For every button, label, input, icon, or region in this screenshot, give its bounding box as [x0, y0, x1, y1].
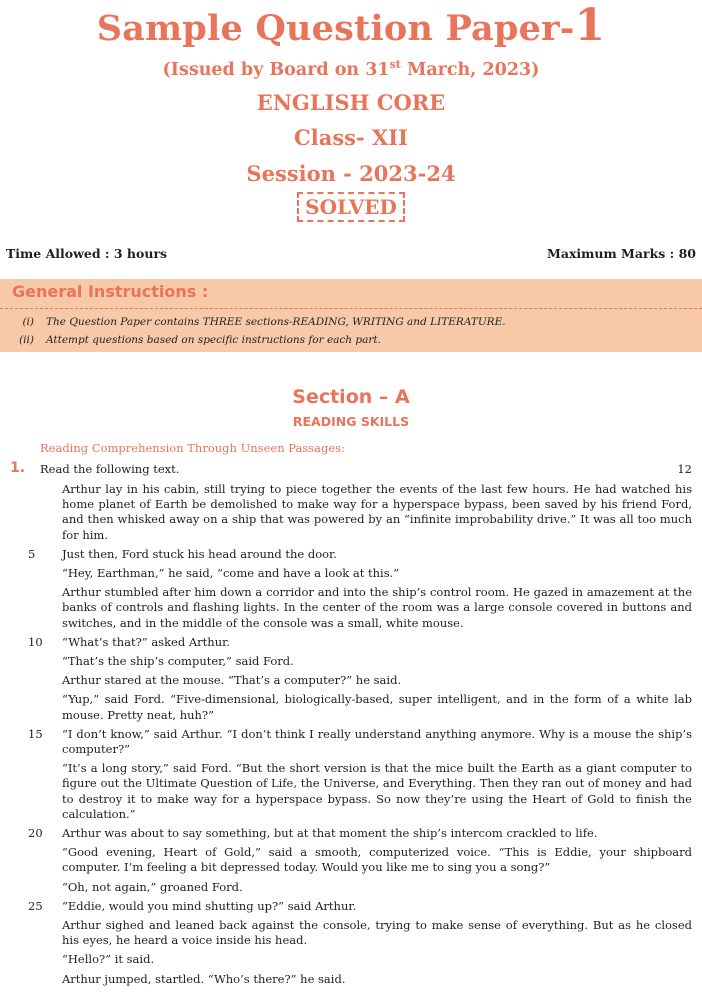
paragraph-text: “Oh, not again,” groaned Ford.: [62, 879, 243, 894]
instructions-divider: [0, 308, 702, 309]
paragraph-text: Arthur stumbled after him down a corridor and into the ship’s control room. He gazed in amazement at the banks of controls and flashing lights. In the center of the room was a large console covered in buttons and switches, and in the middle of the console was a small, white mouse.: [62, 585, 692, 630]
subject-title: ENGLISH CORE: [256, 89, 446, 115]
passage-paragraph: [28, 546, 692, 562]
session-title: Session - 2023-24: [246, 160, 456, 186]
paper-title-text: Sample Question Paper-: [96, 8, 575, 49]
line-number: 5: [28, 546, 36, 561]
paragraph-text: Arthur was about to say something, but at that moment the ship’s intercom crackled to life.: [62, 826, 598, 841]
issued-suffix: March, 2023): [400, 59, 540, 80]
passage-paragraph: [62, 585, 692, 631]
passage-paragraph: [62, 972, 692, 987]
passage-paragraph: [28, 826, 692, 841]
paragraph-text: “Eddie, would you mind shutting up?” said Arthur.: [62, 898, 357, 913]
paragraph-text: “It’s a long story,” said Ford. “But the short version is that the mice built the Earth as a giant computer to figure out the Ultimate Question of Life, the Universe, and Everything. Then they ran out of money and had to destroy it to make way for a hyperspace bypass. So now they’re using the Heart of Gold to finish the calculation.”: [62, 761, 692, 821]
paper-header: [0, 0, 702, 222]
instruction-text: Attempt questions based on specific instructions for each part.: [46, 334, 381, 346]
general-instructions-box: [0, 279, 702, 352]
question-prompt: Read the following text.: [40, 462, 180, 476]
passage-paragraph: [62, 692, 692, 722]
passage-paragraph: [62, 482, 692, 543]
paragraph-text: “I don’t know,” said Arthur. “I don’t think I really understand anything anymore. Why is a mouse the ship’s computer?”: [62, 726, 692, 757]
paragraph-text: “Good evening, Heart of Gold,” said a smooth, computerized voice. “This is Eddie, your shipboard computer. I’m feeling a bit depressed today. Would you like me to sing you a song?”: [62, 845, 692, 875]
general-instructions-title: General Instructions :: [12, 282, 209, 301]
section-title: Section – A: [292, 386, 410, 408]
section-label: Reading Comprehension Through Unseen Passages:: [40, 441, 345, 455]
class-title: Class- XII: [294, 124, 408, 150]
passage-paragraph: [62, 673, 692, 688]
paper-number: 1: [574, 0, 606, 51]
line-number: 20: [28, 826, 43, 841]
paper-title: [0, 0, 702, 49]
paragraph-text: “Yup,” said Ford. “Five-dimensional, biologically-based, super intelligent, and in the form of a white lab mouse. Pretty neat, huh?”: [62, 692, 692, 722]
paragraph-text: “What’s that?” asked Arthur.: [62, 634, 230, 649]
paragraph-text: Arthur sighed and leaned back against the console, trying to make sense of everything. But as he closed his eyes, he heard a voice inside his head.: [62, 918, 692, 948]
passage: [0, 482, 702, 991]
instruction-roman: (ii): [19, 334, 34, 346]
passage-paragraph: [28, 898, 692, 914]
paragraph-text: Just then, Ford stuck his head around the door.: [62, 546, 337, 561]
instruction-item: [0, 316, 506, 328]
passage-paragraph: [28, 634, 692, 650]
issued-prefix: (Issued by Board on 31: [162, 59, 390, 80]
issued-line: [0, 53, 702, 82]
instruction-item: [0, 334, 381, 346]
time-allowed: Time Allowed : 3 hours: [6, 246, 168, 261]
passage-paragraph: [62, 761, 692, 822]
passage-paragraph: [62, 845, 692, 875]
paragraph-text: Arthur stared at the mouse. “That’s a computer?” he said.: [62, 673, 402, 688]
passage-paragraph: [62, 918, 692, 948]
instruction-text: The Question Paper contains THREE sections-READING, WRITING and LITERATURE.: [46, 316, 506, 328]
passage-paragraph: [62, 952, 692, 967]
question-marks: 12: [677, 462, 692, 476]
line-number: 25: [28, 898, 43, 913]
line-number: 10: [28, 634, 43, 649]
paragraph-text: Arthur lay in his cabin, still trying to piece together the events of the last few hours. He had watched his home planet of Earth be demolished to make way for a hyperspace bypass, been saved by his friend Ford, and then whisked away on a ship that was powered by an “infinite improbability drive.” It was all too much for him.: [62, 482, 692, 542]
maximum-marks: Maximum Marks : 80: [547, 246, 696, 261]
issued-sup: st: [389, 58, 401, 71]
instruction-roman: (i): [22, 316, 34, 328]
line-number: 15: [28, 726, 43, 741]
passage-paragraph: [28, 726, 692, 757]
passage-paragraph: [62, 566, 692, 581]
paragraph-text: “Hello?” it said.: [62, 952, 155, 967]
passage-paragraph: [62, 880, 692, 895]
solved-badge: SOLVED: [297, 192, 405, 222]
passage-paragraph: [62, 654, 692, 669]
paragraph-text: Arthur jumped, startled. “Who’s there?” he said.: [62, 971, 346, 986]
paragraph-text: “Hey, Earthman,” he said, “come and have a look at this.”: [62, 566, 400, 581]
paragraph-text: “That’s the ship’s computer,” said Ford.: [62, 654, 294, 669]
section-subtitle: READING SKILLS: [292, 414, 410, 429]
question-number: 1.: [10, 460, 26, 476]
